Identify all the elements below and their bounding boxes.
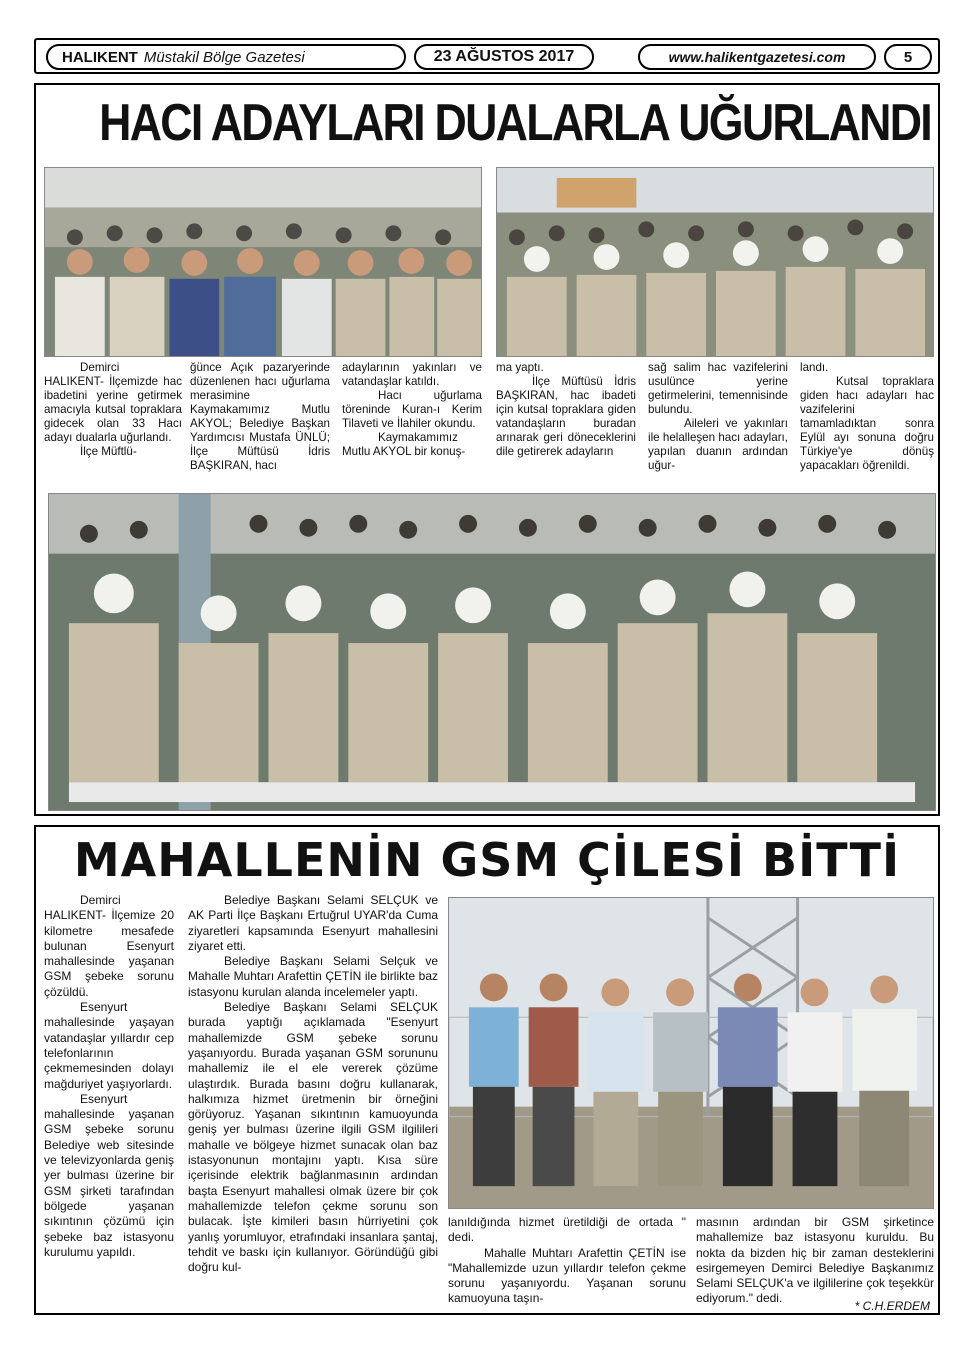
- photo-pilgrims-crowd: [48, 493, 936, 811]
- article2-col1-p3: Esenyurt mahallesinde yaşanan GSM şebeke sorunu Belediye web sitesinde ve televizyonlarda geniş yer bulması üzerine bir GSM şirketi tarafından bölgede yaşanan sıkıntının çözümü için şebeke baz istasyonu kurulumu yapıldı.: [44, 1091, 174, 1259]
- article2-col2-p2: Belediye Başkanı Selami Selçuk ve Mahalle Muhtarı Arafettin ÇETİN ile birlikte baz istasyonu kurulan alanda incelemeler yaptı.: [188, 954, 438, 999]
- article1-col4-p1: ma yaptı.: [496, 361, 544, 374]
- article2-col2-p1: Belediye Başkanı Selami SELÇUK ve AK Parti İlçe Başkanı Ertuğrul UYAR'da Cuma ziyaretleri kapsamında Esenyurt mahallesini ziyaret etti.: [188, 893, 438, 953]
- article2-col4: [696, 1215, 934, 1307]
- website-link[interactable]: www.halikentgazetesi.com: [638, 44, 876, 70]
- article1-col1-p1: Demirci HALIKENT- İlçemizde hac ibadetini yerine getirmek amacıyla kutsal topraklara gidecek olan 33 Hacı adayı dualarla uğurlandı.: [44, 361, 182, 444]
- article2-col4-p1: masının ardından bir GSM şirketince mahallemize baz istasyonu kuruldu. Bu nokta da bizden hiç bir zaman desteklerini esirgemeyen Demirci Belediye Başkanımız Selami SELÇUK'a ve ilgililerine çok teşekkür ediyorum." dedi.: [696, 1215, 934, 1306]
- article1-col1: [44, 361, 182, 459]
- article2-col3-p1: lanıldığında hizmet üretildiği de ortada " dedi.: [448, 1215, 686, 1245]
- article1-col4-p2: İlçe Müftüsü İdris BAŞKIRAN, hac ibadeti için kutsal topraklara giden vatandaşların buradan arınarak geri döneceklerini dile getirerek adayların: [496, 375, 636, 458]
- article1-col6-p2: Kutsal topraklara giden hacı adayları hac vazifelerini tamamladıktan sonra Eylül ayı sonuna doğru Türkiye'ye dönüş yapacakları öğrenildi.: [800, 375, 934, 472]
- photo-officials-seated: [44, 167, 482, 357]
- article-gsm-cilesi: [34, 825, 940, 1315]
- article2-col1: [44, 893, 174, 1260]
- article1-col4: [496, 361, 636, 459]
- photo-pilgrims-praying: [496, 167, 934, 357]
- masthead-pill: [46, 44, 406, 70]
- article2-col2-p3: Belediye Başkanı Selami SELÇUK burada yaptığı açıklamada "Esenyurt mahallemizde GSM şebeke sorunu yaşanıyordu. Burada yaşanan GSM sorununu mahallemiz ile el ele vererek çözüme ulaştırdık. Burada basını doğru kullanarak, halkımıza hizmet üretmenin bir örneğini görüyoruz. Yaşanan sıkıntının kamuoyunda geniş yer bulması üzerine ilgili GSM ilgilileri mahalle ve bölgeye hizmet sunacak olan baz istasyonunun montajını yaptı. Kısa süre içerisinde elektrik bağlanmasının ardından başta Esenyurt mahallesi olmak üzere bir çok mahallemizde telefon çekme sorunu son bulacak. İşte kimileri basın hürriyetini çok yanlış yorumluyor, etrafındaki insanlara şantaj, tehdit ve baskı için kullanıyor. Göründüğü gibi doğru kul-: [188, 1000, 438, 1275]
- brand-tagline: Müstakil Bölge Gazetesi: [143, 48, 305, 66]
- article1-col5-p1: sağ salim hac vazifelerini usulünce yerine getirmelerini, temennisinde bulundu.: [648, 361, 788, 416]
- article1-col3-p3: Kaymakamımız Mutlu AKYOL bir konuş-: [342, 431, 466, 458]
- author-signature: * C.H.ERDEM: [854, 1299, 930, 1313]
- article2-col1-p1: Demirci HALIKENT- İlçemize 20 kilometre mesafede bulunan Esenyurt mahallesinde yaşanan GSM şebeke sorunu çözüldü.: [44, 893, 174, 999]
- photo-gsm-tower-visit: [448, 897, 934, 1209]
- article1-col3: [342, 361, 482, 459]
- article1-col3-p2: Hacı uğurlama töreninde Kuran-ı Kerim Tilaveti ve İlahiler okundu.: [342, 389, 482, 430]
- article1-col3-p1: adaylarının yakınları ve vatandaşlar katıldı.: [342, 361, 482, 388]
- article1-col2-p1: ğünce Açık pazaryerinde düzenlenen hacı uğurlama merasimine Kaymakamımız Mutlu AKYOL; Belediye Başkan Yardımcısı Mustafa ÜNLÜ; İlçe Müftüsü İdris BAŞKIRAN, hacı: [190, 361, 330, 472]
- brand-name: HALIKENT: [62, 48, 138, 66]
- article2-col3: [448, 1215, 686, 1307]
- article1-col5: [648, 361, 788, 473]
- page-number: 5: [884, 44, 932, 70]
- article1-col6: [800, 361, 934, 473]
- page-header: [34, 38, 940, 74]
- article2-col3-p2: Mahalle Muhtarı Arafettin ÇETİN ise "Mahallemizde uzun yıllardır telefon çekme sorunu yaşanıyordu. Yaşanan sorunu kamuoyuna taşın-: [448, 1245, 686, 1306]
- article1-col2: [190, 361, 330, 473]
- article-haci-adaylari: [34, 83, 940, 816]
- article1-headline: HACI ADAYLARI DUALARLA UĞURLANDI: [99, 94, 932, 152]
- article2-headline: MAHALLENİN GSM ÇİLESİ BİTTİ: [73, 833, 901, 887]
- article1-col1-p2: İlçe Müftlü-: [80, 445, 137, 458]
- article2-col1-p2: Esenyurt mahallesinde yaşayan vatandaşlar yıllardır cep telefonlarının çekmemesinden dolayı mağduriyet yaşıyorlardı.: [44, 1000, 174, 1091]
- article1-col5-p2: Aileleri ve yakınları ile helalleşen hacı adayları, yapılan duanın ardından uğur-: [648, 417, 788, 472]
- issue-date: 23 AĞUSTOS 2017: [414, 44, 594, 70]
- article1-col6-p1: landı.: [800, 361, 829, 374]
- article2-col2: [188, 893, 438, 1275]
